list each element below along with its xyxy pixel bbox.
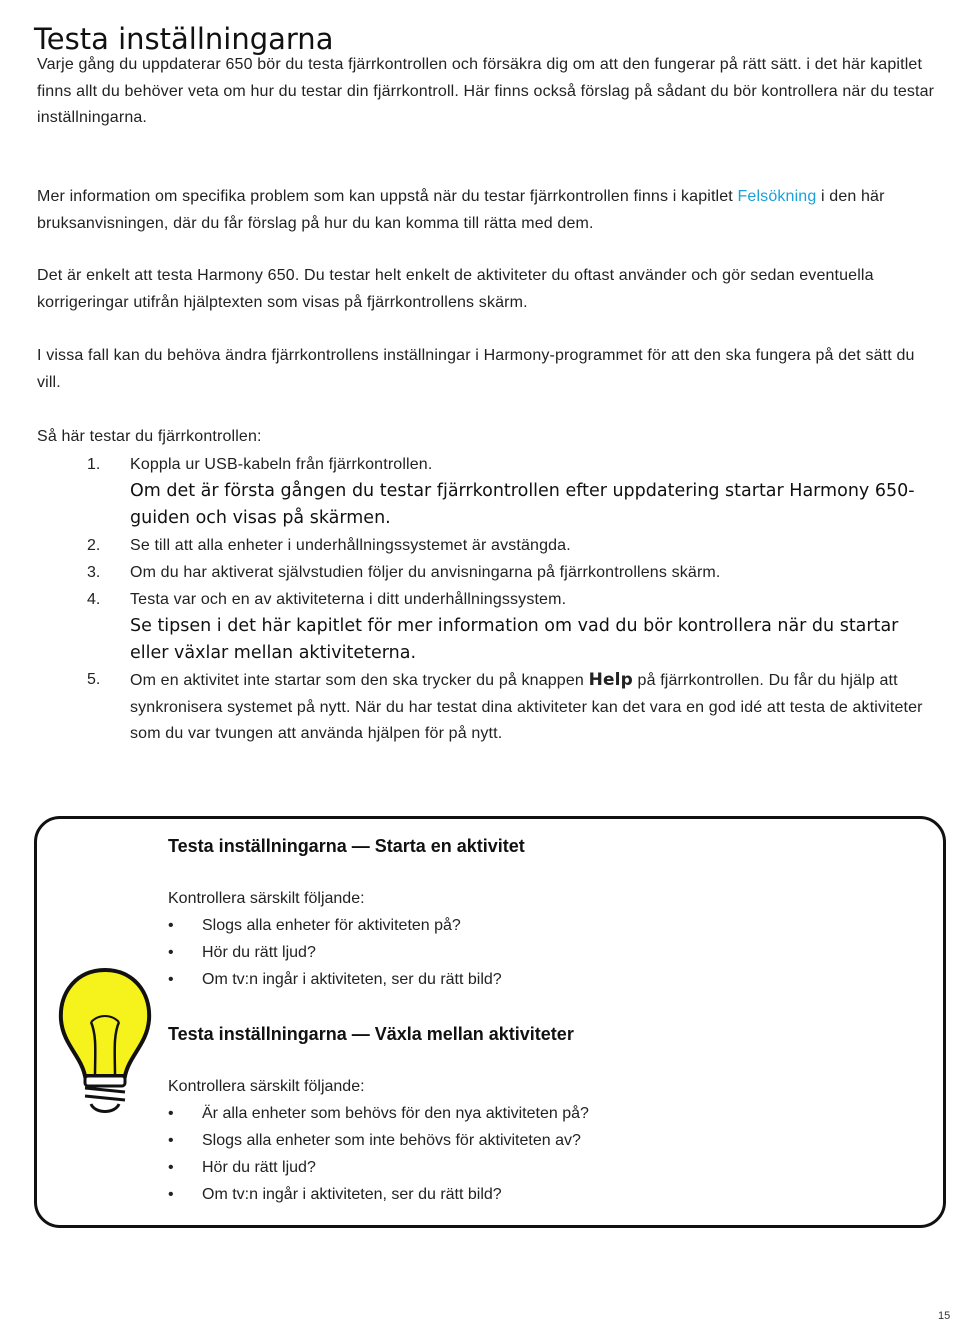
step-note: Se tipsen i det här kapitlet för mer information om vad du bör kontrollera när du startar eller växlar mellan aktiviteterna. [130, 616, 899, 663]
step-text: Om du har aktiverat självstudien följer du anvisningarna på fjärrkontrollens skärm. [130, 564, 721, 581]
easy-test-paragraph: Det är enkelt att testa Harmony 650. Du testar helt enkelt de aktiviteter du oftast använder och gör sedan eventuella korrigeringar utifrån hjälptexten som visas på fjärrkontrollens skärm. [37, 267, 874, 311]
step-5-text-start: Om en aktivitet inte startar som den ska trycker du på knappen [130, 672, 589, 689]
bullet-icon: • [168, 1132, 174, 1149]
troubleshooting-link[interactable]: Felsökning [737, 188, 817, 205]
list-item-text: Är alla enheter som behövs för den nya aktiviteten på? [202, 1105, 589, 1122]
tip-heading-switch-activities: Testa inställningarna — Växla mellan aktiviteter [168, 1024, 574, 1044]
step-text [130, 667, 930, 748]
step-number: 5. [87, 671, 101, 688]
step-text: Koppla ur USB-kabeln från fjärrkontrollen. [130, 456, 433, 473]
list-item-text: Slogs alla enheter för aktiviteten på? [202, 917, 461, 934]
list-item-text: Om tv:n ingår i aktiviteten, ser du rätt bild? [202, 1186, 502, 1203]
bullet-icon: • [168, 1186, 174, 1203]
bullet-icon: • [168, 1105, 174, 1122]
help-button-label: Help [588, 670, 633, 690]
bullet-icon: • [168, 1159, 174, 1176]
list-item-text: Om tv:n ingår i aktiviteten, ser du rätt bild? [202, 971, 502, 988]
step-5-text-end: på fjärrkontrollen. Du får du hjälp att synkronisera systemet på nytt. När du har testat dina aktiviteter kan det vara en god idé att testa de aktiviteter som du var tvungen att använda hjälpen för på nytt. [130, 672, 923, 742]
intro-paragraph: Varje gång du uppdaterar 650 bör du testa fjärrkontrollen och försäkra dig om att den fungerar på rätt sätt. i det här kapitlet finns allt du behöver veta om hur du testar din fjärrkontroll. Här finns också förslag på sådant du bör kontrollera när du testar inställningarna. [37, 56, 935, 126]
page-number: 15 [938, 1310, 951, 1322]
step-number: 1. [87, 456, 101, 473]
tip-subheading: Kontrollera särskilt följande: [168, 890, 365, 907]
bullet-icon: • [168, 944, 174, 961]
tip-subheading: Kontrollera särskilt följande: [168, 1078, 365, 1095]
page-title: Testa inställningarna [34, 22, 334, 56]
list-item-text: Slogs alla enheter som inte behövs för aktiviteten av? [202, 1132, 581, 1149]
tip-heading-start-activity: Testa inställningarna — Starta en aktivitet [168, 836, 525, 856]
step-note: Om det är första gången du testar fjärrkontrollen efter uppdatering startar Harmony 650-guiden och visas på skärmen. [130, 481, 915, 528]
lightbulb-icon [55, 964, 155, 1124]
step-number: 4. [87, 591, 101, 608]
step-text: Testa var och en av aktiviteterna i ditt underhållningssystem. [130, 591, 567, 608]
p2-text-end: i den här bruksanvisningen, där du får förslag på hur du kan komma till rätta med dem. [37, 188, 885, 232]
settings-paragraph: I vissa fall kan du behöva ändra fjärrkontrollens inställningar i Harmony-programmet för att den ska fungera på det sätt du vill. [37, 347, 915, 391]
step-text: Se till att alla enheter i underhållningssystemet är avstängda. [130, 537, 571, 554]
p2-text-start: Mer information om specifika problem som kan uppstå när du testar fjärrkontrollen finns i kapitlet [37, 188, 738, 205]
list-item-text: Hör du rätt ljud? [202, 944, 316, 961]
step-number: 3. [87, 564, 101, 581]
bullet-icon: • [168, 971, 174, 988]
step-number: 2. [87, 537, 101, 554]
troubleshooting-paragraph [37, 184, 937, 237]
list-item-text: Hör du rätt ljud? [202, 1159, 316, 1176]
bullet-icon: • [168, 917, 174, 934]
steps-intro: Så här testar du fjärrkontrollen: [37, 428, 262, 445]
